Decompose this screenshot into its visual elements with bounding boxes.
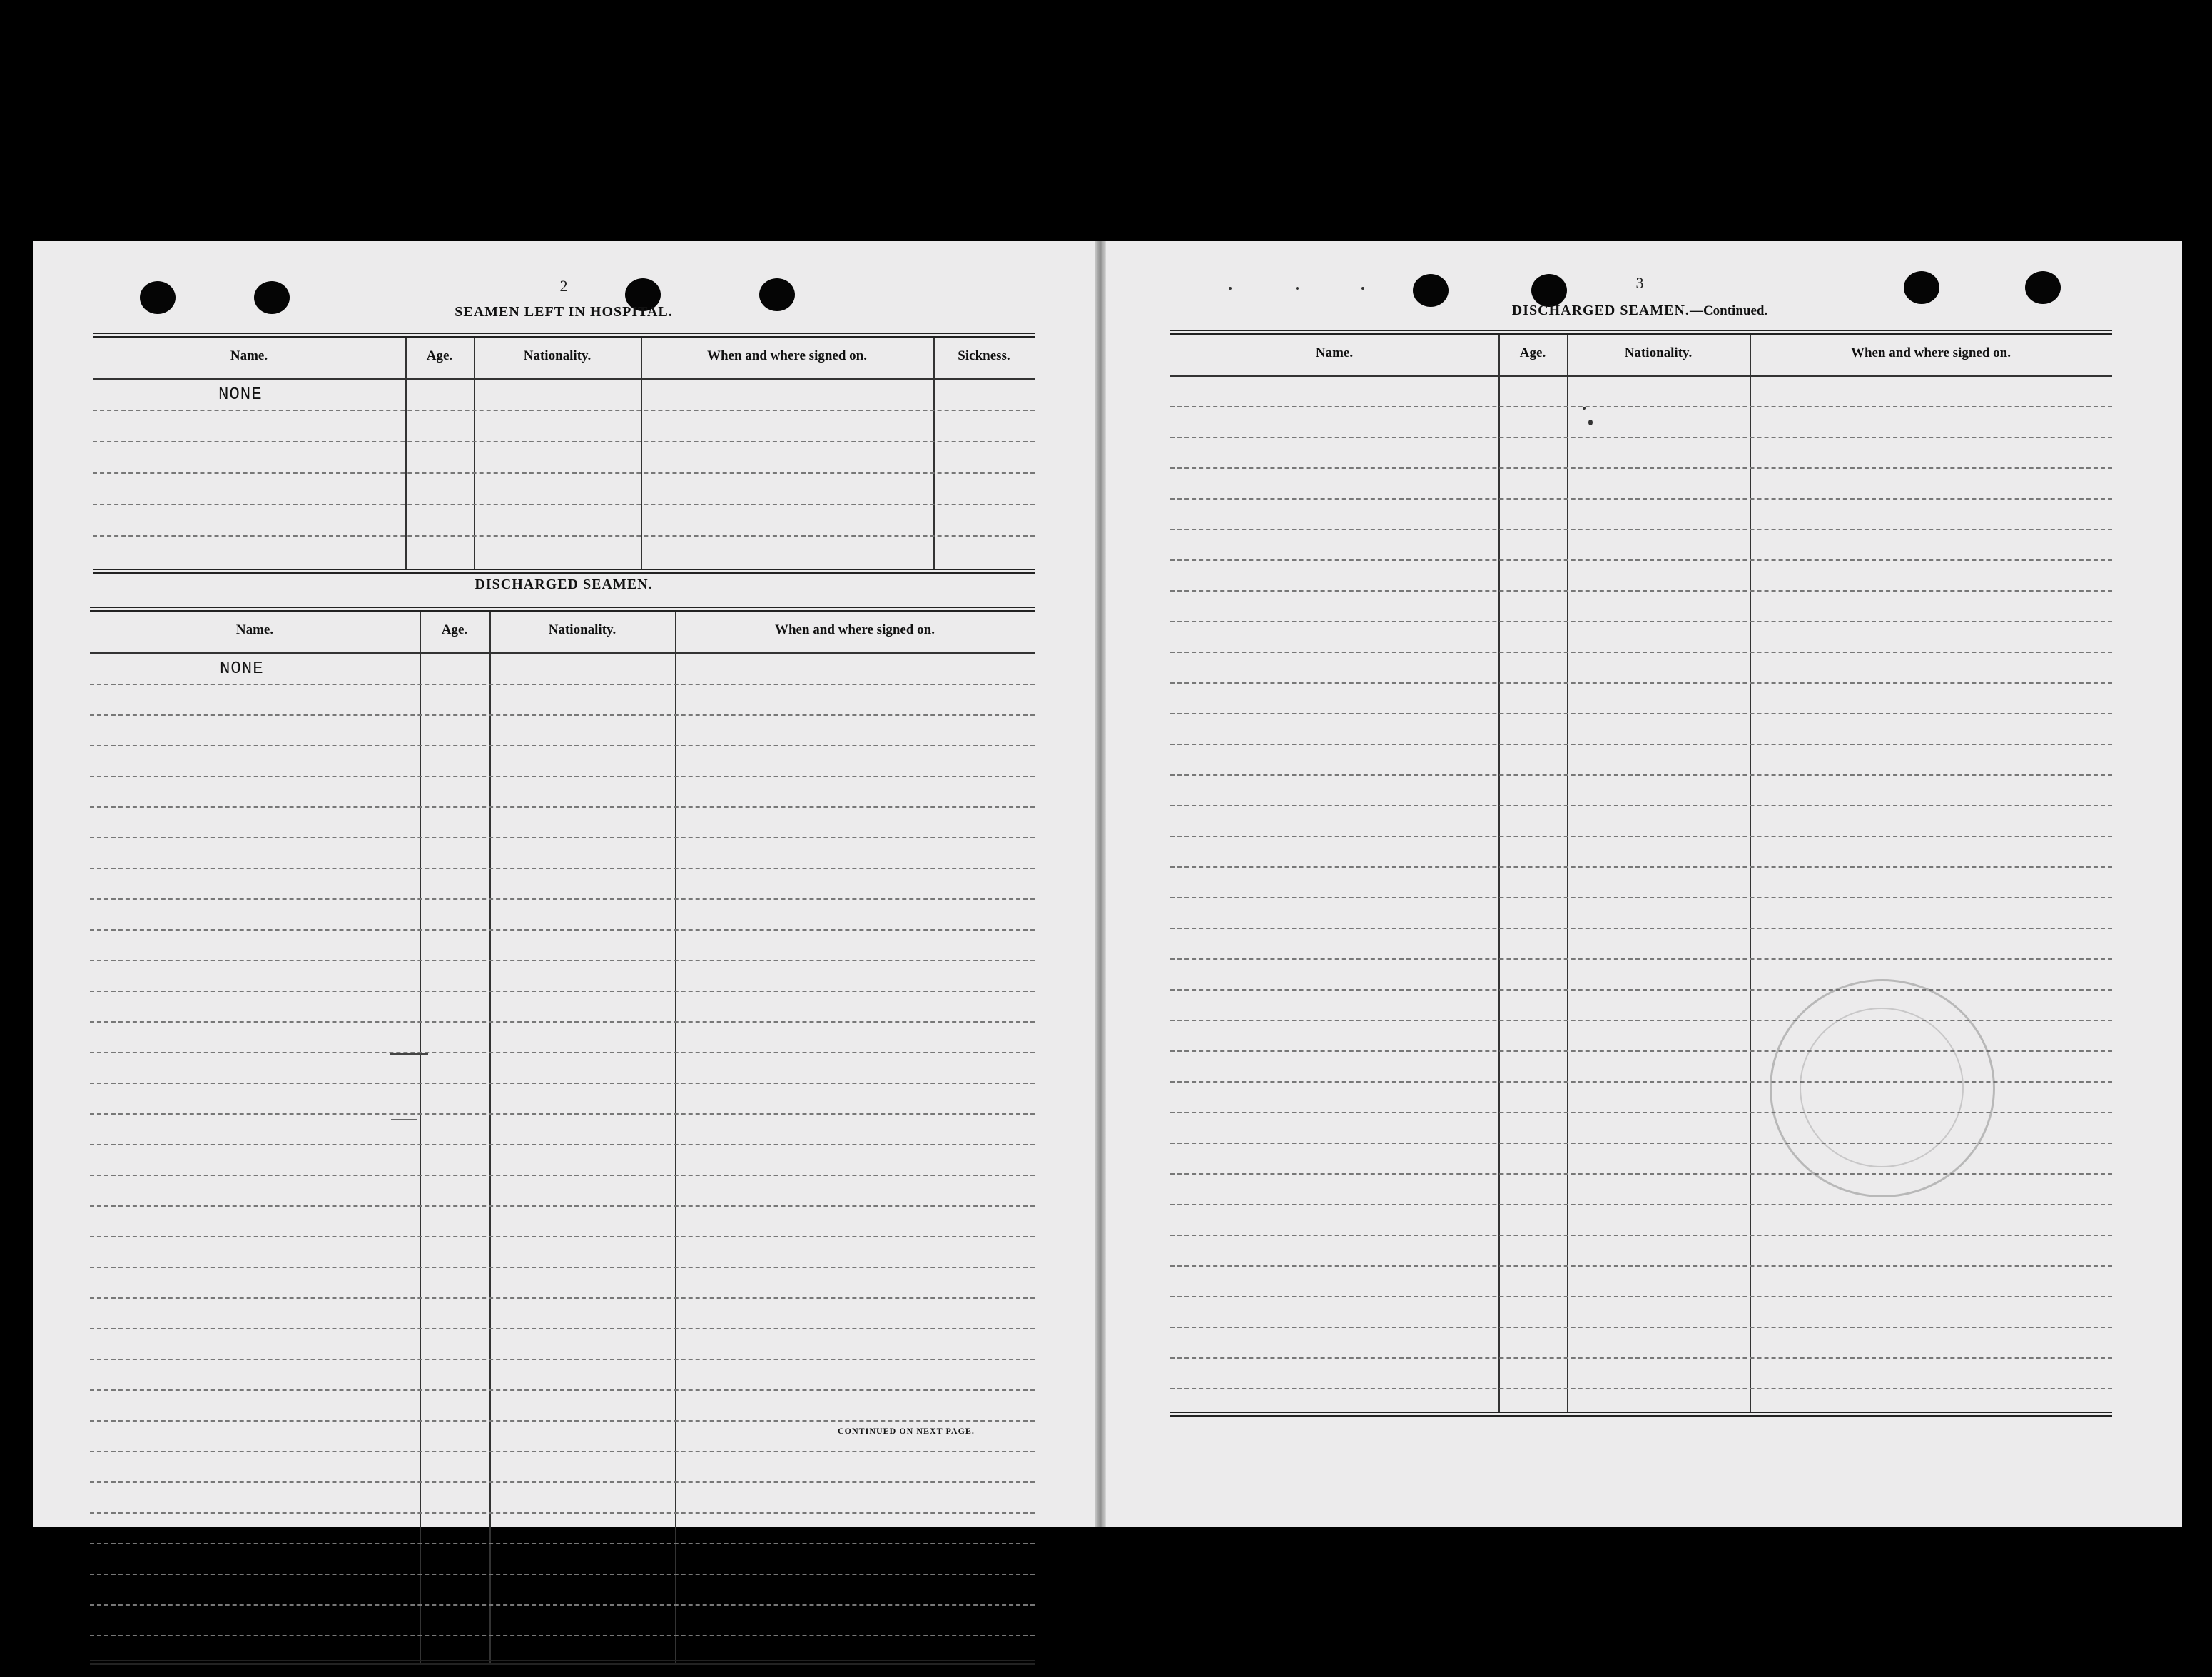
continued-note: CONTINUED ON NEXT PAGE. xyxy=(838,1426,975,1436)
punch-hole xyxy=(254,281,290,314)
book-spine xyxy=(1095,241,1106,1527)
stamp-inner-ring xyxy=(1800,1008,1964,1167)
left-page xyxy=(33,241,1095,1527)
column-header-name: Name. xyxy=(230,348,268,363)
column-header-age: Age. xyxy=(441,622,468,637)
column-header-name: Name. xyxy=(1315,345,1354,360)
pen-mark xyxy=(390,1053,428,1055)
section-title-main: DISCHARGED SEAMEN. xyxy=(1511,303,1690,318)
column-header-signed-on: When and where signed on. xyxy=(706,348,867,363)
pen-mark xyxy=(391,1119,417,1120)
hospital-table xyxy=(93,333,1035,574)
column-header-name: Name. xyxy=(235,622,274,637)
discharged-continued-title xyxy=(1512,303,1767,319)
column-header-signed-on: When and where signed on. xyxy=(774,622,935,637)
discharged-section-title: DISCHARGED SEAMEN. xyxy=(475,577,653,592)
column-header-nationality: Nationality. xyxy=(548,622,617,637)
hospital-entry: NONE xyxy=(218,385,263,405)
column-header-age: Age. xyxy=(426,348,453,363)
right-page xyxy=(1106,241,2182,1527)
page-number: 2 xyxy=(559,277,568,295)
page-number: 3 xyxy=(1635,274,1644,292)
punch-hole xyxy=(140,281,176,314)
column-header-sickness: Sickness. xyxy=(958,348,1010,363)
discharged-table xyxy=(90,607,1035,1677)
column-header-signed-on: When and where signed on. xyxy=(1850,345,2011,360)
punch-hole xyxy=(1904,271,1939,304)
punch-hole xyxy=(1413,274,1449,307)
column-header-nationality: Nationality. xyxy=(1624,345,1693,360)
discharged-entry: NONE xyxy=(220,659,264,679)
hospital-section-title: SEAMEN LEFT IN HOSPITAL. xyxy=(455,304,673,320)
column-header-nationality: Nationality. xyxy=(523,348,592,363)
punch-hole xyxy=(2025,271,2061,304)
column-header-age: Age. xyxy=(1519,345,1546,360)
punch-hole xyxy=(759,278,795,311)
section-title-suffix: —Continued. xyxy=(1689,303,1768,318)
discharged-continued-table xyxy=(1170,330,2112,1423)
